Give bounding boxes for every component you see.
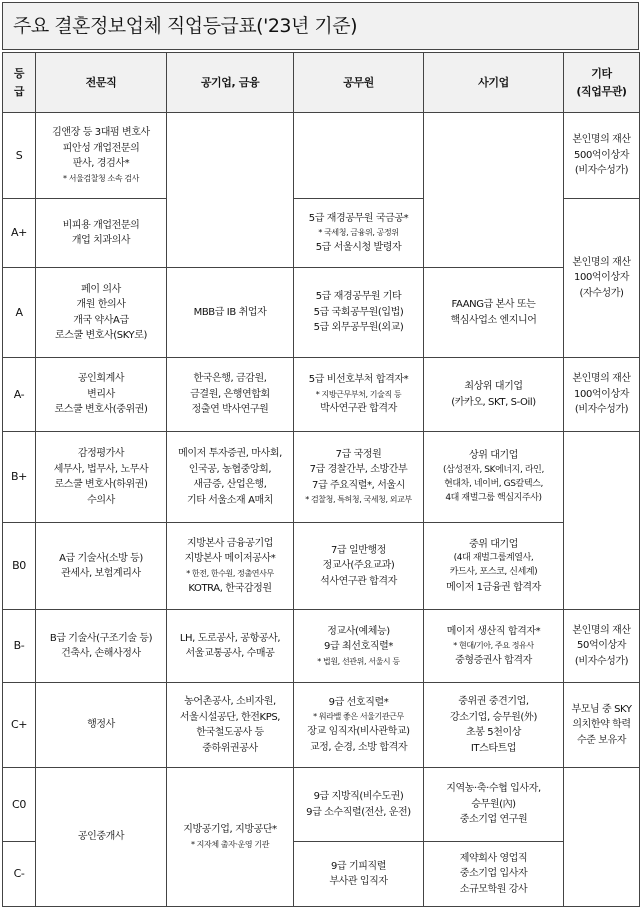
cell-line: 관세사, 보험계리사 [61, 568, 141, 579]
cell-line: 500억이상자 [574, 149, 629, 161]
header-row [3, 53, 640, 113]
cell-line: 농어촌공사, 소비자원, [184, 696, 276, 707]
header-other: 기타 (직업무관) [564, 53, 640, 113]
cell-line: 박사연구관 합격자 [320, 403, 397, 415]
cell-line: 중위 대기업 [468, 538, 519, 550]
cell-line: 5급 서울시청 발령자 [315, 241, 402, 253]
cell-line: B급 기술사(구조기술 등) [49, 632, 153, 644]
cell-line: 부모님 중 SKY [571, 703, 632, 715]
private-cell [424, 842, 564, 907]
cell-note: * 지자체 출자·운영 기관 [190, 839, 270, 849]
other-cell [564, 610, 640, 683]
cell-line: 핵심사업소 엔지니어 [450, 314, 537, 326]
table-row [3, 610, 640, 683]
civil-servant-cell [294, 768, 424, 842]
cell-line: 수의사 [87, 494, 115, 506]
cell-line: 한국은행, 금감원, [193, 373, 267, 385]
header-public-finance: 공기업, 금융 [167, 53, 294, 113]
cell-line: (비자수성가) [574, 165, 629, 177]
cell-note: * 법원, 선관위, 서울시 등 [317, 656, 400, 666]
header-civil-servant: 공무원 [294, 53, 424, 113]
cell-line: (카카오, SKT, S-Oil) [451, 396, 536, 408]
grade-cell: B- [3, 610, 36, 683]
cell-line: (삼성전자, SK에너지, 라인, [443, 464, 544, 475]
public-finance-cell [167, 113, 294, 268]
job-grade-table [2, 52, 640, 907]
public-finance-cell [167, 358, 294, 432]
cell-line: 개원 한의사 [76, 299, 126, 310]
table-row [3, 432, 640, 523]
table-row [3, 768, 640, 842]
cell-line: 중소기업 입사자 [459, 868, 528, 880]
cell-line: 본인명의 재산 [572, 256, 631, 268]
public-finance-cell [167, 610, 294, 683]
professional-cell [36, 523, 167, 610]
private-cell [424, 268, 564, 358]
cell-line: LH, 도로공사, 공항공사, [179, 632, 281, 644]
cell-line: (비자수성가) [574, 655, 629, 667]
civil-servant-cell [294, 268, 424, 358]
professional-cell [36, 683, 167, 768]
cell-line: 페이 의사 [81, 283, 121, 295]
cell-line: 강소기업, 승무원(外) [450, 711, 537, 723]
cell-line: 5급 비선호부처 합격자* [308, 374, 409, 386]
cell-line: 메이저 1금융권 합격자 [446, 581, 541, 593]
civil-servant-cell [294, 113, 424, 199]
cell-line: 변리사 [87, 388, 115, 400]
cell-line: 중위권 중견기업, [458, 696, 529, 707]
private-cell [424, 358, 564, 432]
table-row [3, 523, 640, 610]
cell-line: 교정, 순경, 소방 합격자 [309, 741, 408, 753]
private-cell [424, 768, 564, 842]
page-title: 주요 결혼정보업체 직업등급표('23년 기준) [2, 2, 639, 50]
table-row [3, 683, 640, 768]
cell-line: 행정사 [87, 719, 115, 731]
cell-line: 5급 재경공무원 기타 [315, 291, 402, 303]
cell-line: 인국공, 농협중앙회, [188, 463, 272, 475]
cell-line: 지방본사 금융공기업 [186, 537, 274, 549]
cell-note: * 서울검찰청 소속 검사 [63, 173, 139, 183]
private-cell [424, 432, 564, 523]
table-row [3, 268, 640, 358]
cell-line: 판사, 경검사* [72, 158, 130, 170]
cell-line: (비자수성가) [574, 404, 629, 416]
cell-line: 승무원(內) [471, 798, 516, 810]
cell-note: * 한전, 한수원, 정출연사무 [186, 568, 274, 578]
cell-line: 소규모학원 강사 [459, 883, 528, 895]
cell-line: 5급 재경공무원 국금공* [308, 212, 409, 224]
cell-line: 5급 국회공무원(입법) [313, 306, 404, 318]
grade-cell: C0 [3, 768, 36, 842]
private-cell [424, 610, 564, 683]
cell-line: 석사연구관 합격자 [320, 575, 397, 587]
other-cell [564, 358, 640, 432]
cell-line: 지방본사 메이저공사* [184, 553, 276, 565]
professional-cell [36, 432, 167, 523]
professional-cell [36, 113, 167, 199]
cell-line: 메이저 투자증권, 마사회, [178, 448, 282, 459]
civil-servant-cell [294, 683, 424, 768]
cell-line: 50억이상자 [577, 640, 626, 652]
professional-cell [36, 768, 167, 907]
cell-line: 새금증, 산업은행, [193, 479, 267, 490]
cell-line: 9급 지방직(비수도권) [313, 791, 404, 802]
cell-line: 지역농·축·수협 입사자, [446, 783, 541, 795]
cell-line: 초봉 5천이상 [465, 727, 522, 738]
cell-line: 본인명의 재산 [572, 134, 631, 146]
cell-line: 김앤장 등 3대펌 변호사 [52, 127, 150, 139]
grade-cell: A+ [3, 199, 36, 268]
cell-line: 건축사, 손해사정사 [61, 648, 141, 659]
grade-cell: A [3, 268, 36, 358]
cell-line: 중형증권사 합격자 [455, 654, 532, 666]
civil-servant-cell [294, 199, 424, 268]
cell-line: 7급 일반행정 [330, 544, 387, 556]
other-cell [564, 113, 640, 199]
professional-cell [36, 268, 167, 358]
cell-line: 정교사(예체능) [327, 625, 390, 637]
cell-line: (4대 재벌그룹계열사, [453, 553, 534, 564]
cell-line: 중하위권공사 [202, 742, 258, 754]
cell-line: 7급 국정원 [335, 448, 382, 460]
cell-line: 중소기업 연구원 [459, 814, 528, 826]
cell-line: 로스쿨 변호사(중위권) [54, 404, 148, 416]
cell-line: MBB급 IB 취업자 [193, 306, 267, 318]
cell-note: * 국세청, 금융위, 공정위 [318, 228, 399, 238]
cell-line: 9급 소수직렬(전산, 운전) [306, 806, 411, 818]
cell-line: 현대차, 네이버, GS칼텍스, [444, 478, 543, 489]
cell-line: 한국철도공사 등 [196, 727, 264, 738]
header-grade-label: 등급 [13, 67, 25, 98]
professional-cell [36, 199, 167, 268]
cell-note: * 현대/기아, 주요 정유사 [453, 641, 534, 651]
cell-line: 9급 기피직렬 [330, 860, 387, 872]
cell-line: 공인회계사 [77, 373, 125, 385]
cell-line: FAANG급 본사 또는 [451, 299, 536, 310]
cell-line: 본인명의 재산 [572, 624, 631, 636]
cell-line: 부사관 입직자 [329, 876, 388, 887]
other-cell-empty [564, 768, 640, 907]
cell-line: 금결원, 은행연합회 [190, 388, 270, 400]
cell-line: 로스쿨 변호사(SKY로) [54, 330, 148, 341]
civil-servant-cell [294, 610, 424, 683]
cell-line: 정교사(주요교과) [322, 560, 395, 572]
public-finance-cell [167, 432, 294, 523]
cell-line: IT스타트업 [470, 742, 517, 754]
cell-line: 수준 보유자 [576, 734, 627, 746]
cell-line: 100억이상자 [574, 388, 629, 400]
cell-line: 7급 경찰간부, 소방간부 [309, 464, 408, 476]
private-cell [424, 683, 564, 768]
grade-cell: B+ [3, 432, 36, 523]
cell-line: 서울시설공단, 한전KPS, [179, 711, 281, 723]
cell-line: (자수성가) [579, 287, 624, 299]
public-finance-cell [167, 683, 294, 768]
grade-cell: A- [3, 358, 36, 432]
cell-line: 9급 최선호직렬* [324, 641, 393, 653]
professional-cell [36, 358, 167, 432]
cell-line: 메이저 생산직 합격자* [446, 625, 541, 637]
public-finance-cell [167, 768, 294, 907]
grade-cell: S [3, 113, 36, 199]
grade-cell: C+ [3, 683, 36, 768]
other-cell [564, 199, 640, 358]
cell-line: 상위 대기업 [468, 450, 519, 462]
public-finance-cell [167, 523, 294, 610]
private-cell [424, 523, 564, 610]
cell-line: 100억이상자 [574, 272, 629, 284]
public-finance-cell [167, 268, 294, 358]
cell-line: A급 기술사(소방 등) [59, 552, 143, 564]
cell-line: KOTRA, 한국감정원 [188, 582, 272, 594]
other-cell [564, 683, 640, 768]
grade-cell: C- [3, 842, 36, 907]
cell-line: 의치한약 학력 [572, 719, 631, 731]
cell-line: 지방공기업, 지방공단* [183, 824, 277, 836]
cell-line: 장교 임직자(비사관학교) [307, 726, 410, 738]
civil-servant-cell [294, 523, 424, 610]
cell-line: 공인중개사 [77, 831, 125, 843]
cell-line: 4대 재벌그룹 핵심지주사) [445, 492, 542, 503]
cell-line: 카드사, 포스코, 신세계) [449, 567, 538, 577]
cell-line: 비피용 개업전문의 [62, 219, 140, 231]
civil-servant-cell [294, 358, 424, 432]
cell-line: 기타 서울소재 A매치 [186, 494, 274, 506]
cell-line: 감정평가사 [77, 448, 125, 459]
header-private: 사기업 [424, 53, 564, 113]
cell-note: * 검찰청, 특허청, 국세청, 외교부 [305, 495, 412, 505]
cell-line: 로스쿨 변호사(하위권) [54, 479, 148, 490]
cell-line: 개업 치과의사 [71, 235, 131, 246]
cell-line: 정출연 박사연구원 [191, 404, 269, 416]
cell-line: 제약회사 영업직 [459, 852, 528, 864]
cell-line: 9급 선호직렬* [328, 696, 389, 708]
civil-servant-cell [294, 432, 424, 523]
header-professional: 전문직 [36, 53, 167, 113]
cell-note: * 지방근무부처, 기술직 등 [315, 389, 402, 399]
other-cell-empty [564, 432, 640, 610]
civil-servant-cell [294, 842, 424, 907]
cell-line: 7급 주요직렬*, 서울시 [312, 479, 405, 491]
private-cell [424, 113, 564, 268]
cell-line: 서울교통공사, 수매공 [185, 648, 275, 659]
table-row [3, 358, 640, 432]
grade-cell: B0 [3, 523, 36, 610]
cell-line: 개국 약사A급 [73, 314, 129, 326]
cell-note: * 워라밸 좋은 서울기관근무 [313, 712, 404, 722]
table-row [3, 113, 640, 199]
cell-line: 본인명의 재산 [572, 373, 631, 385]
cell-line: 최상위 대기업 [464, 381, 523, 392]
header-grade [3, 53, 36, 113]
cell-line: 5급 외무공무원(외교) [313, 322, 404, 334]
cell-line: 세무사, 법무사, 노무사 [53, 463, 149, 475]
cell-line: 피안성 개업전문의 [62, 142, 140, 154]
professional-cell [36, 610, 167, 683]
